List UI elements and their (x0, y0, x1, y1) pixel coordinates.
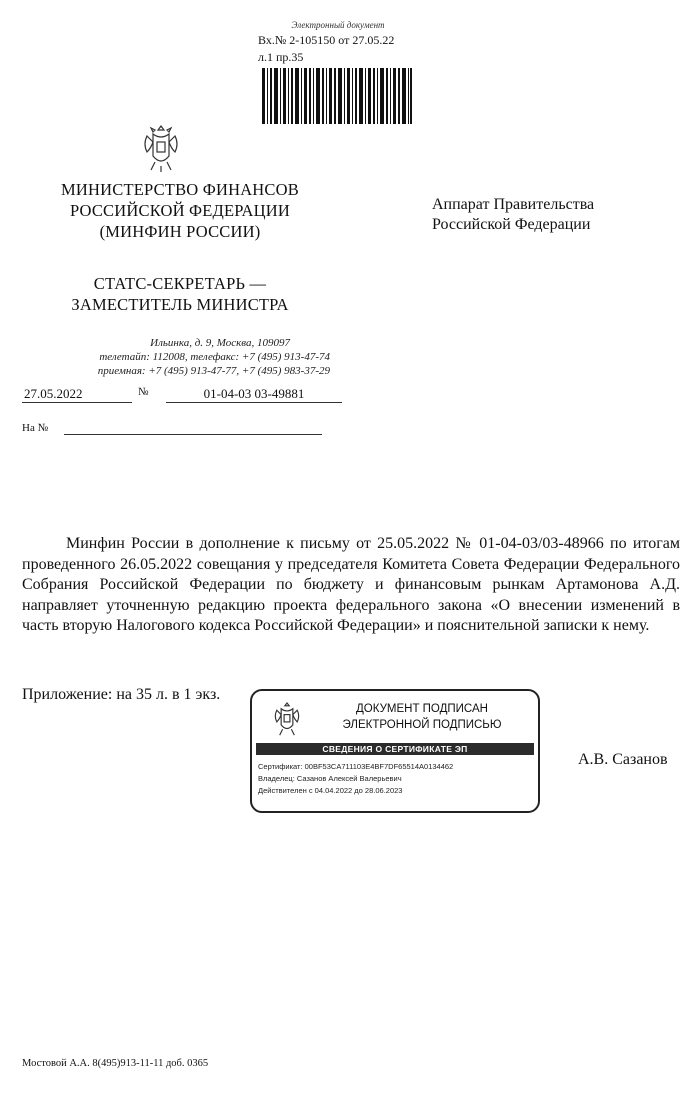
coat-of-arms-icon (272, 700, 302, 738)
signer-name: А.В. Сазанов (578, 751, 668, 768)
barcode (262, 68, 412, 124)
executor-contact: Мостовой А.А. 8(495)913-11-11 доб. 0365 (22, 1058, 209, 1069)
appendix-note: Приложение: на 35 л. в 1 экз. (22, 686, 221, 703)
address-line2: телетайп: 112008, телефакс: +7 (495) 913-47-74 (99, 351, 330, 363)
electronic-signature-stamp (250, 689, 540, 813)
reference-label: На № (22, 422, 49, 434)
reference-line (20, 420, 330, 438)
coat-of-arms-icon (141, 122, 181, 174)
letter-body: Минфин России в дополнение к письму от 25.05.2022 № 01-04-03/03-48966 по итогам проведенного 26.05.2022 совещания у председателя Комитета Совета Федерации Федерального Собрания Российской Федерации по бюджету и финансовым рынкам Артамонова А.Д. направляет уточненную редакцию проекта федерального закона «О внесении изменений в часть вторую Налогового кодекса Российской Федерации» и пояснительной записки к нему. (22, 535, 680, 635)
esign-title-line2: ЭЛЕКТРОННОЙ ПОДПИСЬЮ (342, 719, 502, 731)
certificate-owner: Владелец: Сазанов Алексей Валерьевич (258, 774, 402, 783)
registration-line (20, 383, 330, 405)
outgoing-number: 01-04-03 03-49881 (166, 386, 342, 403)
incoming-pages: л.1 пр.35 (258, 50, 304, 64)
addressee-line1: Аппарат Правительства (432, 196, 595, 213)
certificate-validity: Действителен с 04.04.2022 до 28.06.2023 (258, 786, 403, 795)
reference-blank (64, 434, 322, 435)
certificate-info-header: СВЕДЕНИЯ О СЕРТИФИКАТЕ ЭП (256, 743, 534, 755)
number-label: № (138, 386, 149, 398)
position-title-line1: СТАТС-СЕКРЕТАРЬ — (93, 274, 267, 293)
ministry-name-line1: МИНИСТЕРСТВО ФИНАНСОВ (61, 180, 299, 199)
incoming-stamp-label: Электронный документ (291, 20, 385, 30)
address-line3: приемная: +7 (495) 913-47-77, +7 (495) 983-37-29 (97, 365, 330, 377)
incoming-number: Вх.№ 2-105150 от 27.05.22 (258, 33, 395, 47)
outgoing-date: 27.05.2022 (22, 386, 132, 403)
addressee-line2: Российской Федерации (432, 216, 591, 233)
position-title-line2: ЗАМЕСТИТЕЛЬ МИНИСТРА (71, 295, 289, 314)
esign-title-line1: ДОКУМЕНТ ПОДПИСАН (356, 703, 488, 715)
ministry-name-line3: (МИНФИН РОССИИ) (99, 222, 261, 241)
certificate-serial: Сертификат: 00BF53CA711103E4BF7DF65514A0134462 (258, 762, 454, 771)
ministry-name-line2: РОССИЙСКОЙ ФЕДЕРАЦИИ (69, 201, 291, 220)
address-line1: Ильинка, д. 9, Москва, 109097 (150, 337, 290, 349)
